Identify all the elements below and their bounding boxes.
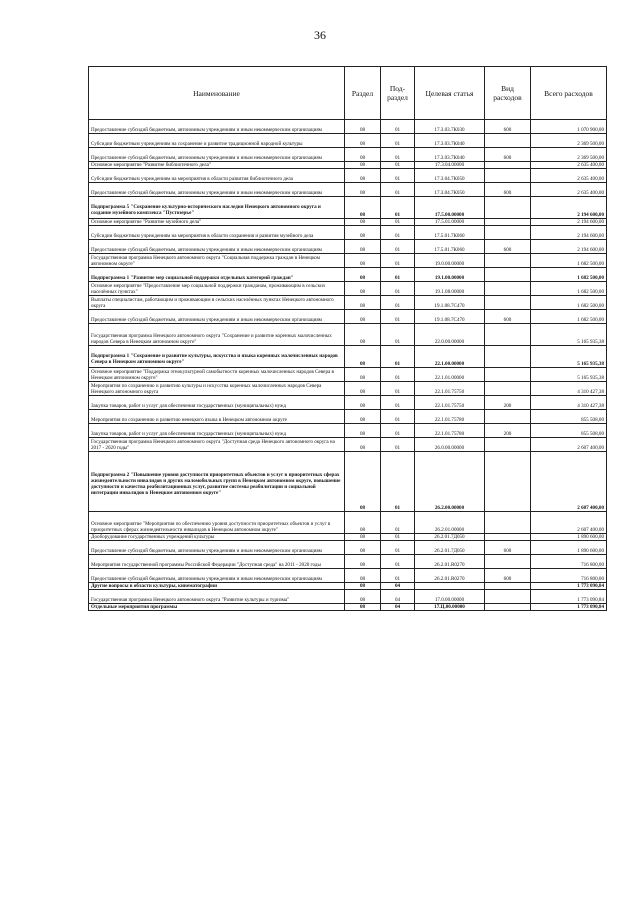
cell-total: 1 773 090,84 xyxy=(531,590,607,604)
cell-podrazdel: 01 xyxy=(381,120,415,134)
cell-razdel: 08 xyxy=(345,410,381,424)
cell-razdel: 08 xyxy=(345,346,381,368)
cell-name: Предоставление субсидий бюджетным, автономным учреждениям и иным некоммерческим организациям xyxy=(89,120,345,134)
cell-expense-type xyxy=(485,346,531,368)
cell-expense-type xyxy=(485,534,531,541)
cell-total: 716 800,00 xyxy=(531,569,607,583)
cell-podrazdel: 01 xyxy=(381,310,415,324)
cell-name: Предоставление субсидий бюджетным, автономным учреждениям и иным некоммерческим организациям xyxy=(89,240,345,254)
cell-target-article xyxy=(415,583,485,590)
table-row xyxy=(89,134,607,148)
cell-target-article: 17.Ц.00.00000 xyxy=(415,604,485,611)
cell-target-article: 26.0.00.00000 xyxy=(415,438,485,452)
cell-total: 2 607 400,00 xyxy=(531,512,607,534)
table-row xyxy=(89,604,607,611)
cell-name: Субсидии бюджетным учреждениям на сохранение и развитие традиционной народной культуры xyxy=(89,134,345,148)
expenditure-table xyxy=(88,66,607,611)
cell-expense-type xyxy=(485,590,531,604)
cell-razdel: 08 xyxy=(345,604,381,611)
cell-expense-type: 600 xyxy=(485,183,531,197)
cell-target-article: 17.5.01.00000 xyxy=(415,219,485,226)
cell-name: Предоставление субсидий бюджетным, автономным учреждениям и иным некоммерческим организациям xyxy=(89,183,345,197)
cell-target-article: 26.2.01.7Д050 xyxy=(415,541,485,555)
cell-podrazdel: 01 xyxy=(381,382,415,396)
cell-name: Предоставление субсидий бюджетным, автономным учреждениям и иным некоммерческим организациям xyxy=(89,541,345,555)
cell-total: 2 635 400,00 xyxy=(531,169,607,183)
table-row xyxy=(89,396,607,410)
table-row xyxy=(89,368,607,382)
cell-target-article: 17.3.04.7К050 xyxy=(415,183,485,197)
table-row xyxy=(89,240,607,254)
cell-target-article: 22.1.01.75750 xyxy=(415,382,485,396)
cell-expense-type xyxy=(485,382,531,396)
cell-name: Основное мероприятие "Развитие библиотечного дела" xyxy=(89,162,345,169)
cell-razdel: 08 xyxy=(345,555,381,569)
cell-podrazdel: 01 xyxy=(381,169,415,183)
cell-podrazdel: 01 xyxy=(381,555,415,569)
cell-podrazdel: 01 xyxy=(381,134,415,148)
cell-total: 4 310 427,38 xyxy=(531,396,607,410)
cell-razdel: 08 xyxy=(345,219,381,226)
cell-expense-type xyxy=(485,197,531,219)
table-row xyxy=(89,590,607,604)
cell-razdel: 08 xyxy=(345,396,381,410)
table-row xyxy=(89,169,607,183)
table-row xyxy=(89,382,607,396)
cell-total: 2 194 600,00 xyxy=(531,226,607,240)
cell-podrazdel: 01 xyxy=(381,346,415,368)
table-row xyxy=(89,296,607,310)
cell-total: 2 194 600,00 xyxy=(531,240,607,254)
table-row xyxy=(89,410,607,424)
cell-total: 2 369 500,00 xyxy=(531,148,607,162)
cell-target-article: 17.3.03.7К030 xyxy=(415,120,485,134)
cell-expense-type xyxy=(485,368,531,382)
cell-podrazdel: 01 xyxy=(381,282,415,296)
cell-total: 1 682 500,00 xyxy=(531,268,607,282)
cell-name: Государственная программа Ненецкого автономного округа "Социальная поддержка граждан в Ненецком автономном округе" xyxy=(89,254,345,268)
cell-target-article: 22.1.00.00000 xyxy=(415,346,485,368)
cell-podrazdel: 01 xyxy=(381,254,415,268)
cell-target-article: 26.2.00.00000 xyxy=(415,452,485,512)
cell-razdel: 08 xyxy=(345,310,381,324)
table-row xyxy=(89,254,607,268)
cell-name: Государственная программа Ненецкого автономного округа "Развитие культуры и туризма" xyxy=(89,590,345,604)
cell-razdel: 08 xyxy=(345,183,381,197)
cell-name: Государственная программа Ненецкого автономного округа "Доступная среда Ненецкого автономного округа на 2017 - 2020 годы" xyxy=(89,438,345,452)
cell-razdel: 08 xyxy=(345,512,381,534)
table-row xyxy=(89,555,607,569)
cell-podrazdel: 01 xyxy=(381,183,415,197)
cell-razdel: 08 xyxy=(345,438,381,452)
cell-target-article: 22.0.00.00000 xyxy=(415,324,485,346)
cell-target-article: 19.0.00.00000 xyxy=(415,254,485,268)
cell-podrazdel: 01 xyxy=(381,240,415,254)
cell-target-article: 17.5.00.00000 xyxy=(415,197,485,219)
cell-total: 1 070 900,00 xyxy=(531,120,607,134)
cell-razdel: 08 xyxy=(345,134,381,148)
cell-name: Основное мероприятие "Развитие музейного дела" xyxy=(89,219,345,226)
table-row xyxy=(89,268,607,282)
cell-razdel: 08 xyxy=(345,282,381,296)
cell-total: 5 165 935,38 xyxy=(531,368,607,382)
cell-total: 2 194 600,00 xyxy=(531,219,607,226)
cell-name: Государственная программа Ненецкого автономного округа "Сохранение и развитие коренных малочисленных народов Севера в Ненецком автономном округе" xyxy=(89,324,345,346)
cell-total: 1 773 090,84 xyxy=(531,583,607,590)
cell-razdel: 08 xyxy=(345,254,381,268)
cell-target-article: 22.1.01.75780 xyxy=(415,424,485,438)
cell-podrazdel: 01 xyxy=(381,368,415,382)
cell-name: Мероприятия государственной программы Российской Федерации "Доступная среда" на 2011 - 2020 годы xyxy=(89,555,345,569)
cell-podrazdel: 01 xyxy=(381,512,415,534)
cell-total: 1 773 090,84 xyxy=(531,604,607,611)
table-row xyxy=(89,541,607,555)
cell-expense-type xyxy=(485,512,531,534)
cell-expense-type xyxy=(485,410,531,424)
table-row xyxy=(89,219,607,226)
cell-razdel: 08 xyxy=(345,534,381,541)
cell-expense-type xyxy=(485,604,531,611)
cell-total: 5 165 935,38 xyxy=(531,346,607,368)
cell-expense-type xyxy=(485,268,531,282)
cell-razdel: 08 xyxy=(345,424,381,438)
table-row xyxy=(89,226,607,240)
table-row xyxy=(89,438,607,452)
cell-total: 1 890 600,00 xyxy=(531,541,607,555)
table-row xyxy=(89,197,607,219)
cell-podrazdel: 01 xyxy=(381,296,415,310)
cell-name: Другие вопросы в области культуры, кинематографии xyxy=(89,583,345,590)
cell-razdel: 08 xyxy=(345,382,381,396)
cell-name: Основное мероприятие "Предоставление мер социальной поддержки гражданам, проживающим в сельских населённых пунктах" xyxy=(89,282,345,296)
header-razdel: Раздел xyxy=(345,67,381,120)
header-total: Всего расходов xyxy=(531,67,607,120)
cell-expense-type xyxy=(485,219,531,226)
cell-name: Закупка товаров, работ и услуг для обеспечения государственных (муниципальных) нужд xyxy=(89,424,345,438)
cell-podrazdel: 04 xyxy=(381,583,415,590)
cell-expense-type: 600 xyxy=(485,541,531,555)
cell-target-article: 26.2.01.R0270 xyxy=(415,569,485,583)
table-row xyxy=(89,569,607,583)
cell-podrazdel: 01 xyxy=(381,541,415,555)
cell-razdel: 08 xyxy=(345,296,381,310)
cell-name: Подпрограмма 5 "Сохранение культурно-исторического наследия Ненецкого автономного округа и создание музейного комплекса "Пустозерье" xyxy=(89,197,345,219)
cell-target-article: 17.5.01.7К060 xyxy=(415,226,485,240)
cell-total: 5 165 935,38 xyxy=(531,324,607,346)
header-podrazdel: Под-раздел xyxy=(381,67,415,120)
cell-expense-type: 600 xyxy=(485,120,531,134)
cell-total: 716 800,00 xyxy=(531,555,607,569)
page-number: 36 xyxy=(314,28,326,42)
cell-podrazdel: 01 xyxy=(381,226,415,240)
table-row xyxy=(89,452,607,512)
cell-podrazdel: 01 xyxy=(381,410,415,424)
cell-expense-type: 600 xyxy=(485,310,531,324)
cell-expense-type xyxy=(485,134,531,148)
cell-expense-type xyxy=(485,583,531,590)
cell-razdel: 08 xyxy=(345,590,381,604)
table-row xyxy=(89,120,607,134)
cell-expense-type: 600 xyxy=(485,240,531,254)
cell-expense-type: 200 xyxy=(485,424,531,438)
table-row xyxy=(89,424,607,438)
cell-total: 2 607 400,00 xyxy=(531,452,607,512)
table-header-row xyxy=(89,67,607,120)
cell-razdel: 08 xyxy=(345,169,381,183)
cell-podrazdel: 04 xyxy=(381,604,415,611)
cell-expense-type xyxy=(485,162,531,169)
cell-podrazdel: 04 xyxy=(381,590,415,604)
cell-name: Субсидии бюджетным учреждениям на мероприятия в области сохранения и развития музейного дела xyxy=(89,226,345,240)
cell-razdel: 08 xyxy=(345,368,381,382)
cell-expense-type: 600 xyxy=(485,148,531,162)
cell-name: Дооборудование государственных учреждений культуры xyxy=(89,534,345,541)
cell-razdel: 08 xyxy=(345,148,381,162)
cell-target-article: 22.1.01.75750 xyxy=(415,396,485,410)
cell-target-article: 19.1.00.00000 xyxy=(415,268,485,282)
cell-target-article: 19.1.08.7С470 xyxy=(415,296,485,310)
cell-expense-type xyxy=(485,555,531,569)
cell-target-article: 17.0.00.00000 xyxy=(415,590,485,604)
cell-podrazdel: 01 xyxy=(381,569,415,583)
cell-name: Подпрограмма 1 "Развитие мер социальной поддержки отдельных категорий граждан" xyxy=(89,268,345,282)
cell-target-article: 17.3.04.7К050 xyxy=(415,169,485,183)
cell-razdel: 08 xyxy=(345,452,381,512)
cell-razdel: 08 xyxy=(345,569,381,583)
cell-expense-type xyxy=(485,452,531,512)
cell-podrazdel: 01 xyxy=(381,268,415,282)
table-body xyxy=(89,120,607,611)
table-row xyxy=(89,512,607,534)
cell-razdel: 08 xyxy=(345,268,381,282)
cell-name: Субсидии бюджетным учреждениям на мероприятия в области развития библиотечного дела xyxy=(89,169,345,183)
cell-target-article: 17.5.01.7К060 xyxy=(415,240,485,254)
cell-podrazdel: 01 xyxy=(381,219,415,226)
cell-podrazdel: 01 xyxy=(381,424,415,438)
cell-total: 2 194 600,00 xyxy=(531,197,607,219)
cell-expense-type xyxy=(485,324,531,346)
cell-podrazdel: 01 xyxy=(381,396,415,410)
cell-name: Предоставление субсидий бюджетным, автономным учреждениям и иным некоммерческим организациям xyxy=(89,310,345,324)
cell-target-article: 26.2.01.00000 xyxy=(415,512,485,534)
cell-target-article: 19.1.08.00000 xyxy=(415,282,485,296)
cell-target-article: 22.1.01.00000 xyxy=(415,368,485,382)
cell-total: 1 682 500,00 xyxy=(531,254,607,268)
cell-expense-type: 600 xyxy=(485,569,531,583)
cell-name: Выплаты специалистам, работающим и проживающим в сельских населённых пунктах Ненецкого автономного округа xyxy=(89,296,345,310)
cell-razdel: 08 xyxy=(345,120,381,134)
cell-podrazdel: 01 xyxy=(381,148,415,162)
cell-razdel: 08 xyxy=(345,240,381,254)
cell-expense-type xyxy=(485,169,531,183)
cell-total: 855 508,00 xyxy=(531,424,607,438)
cell-total: 1 682 500,00 xyxy=(531,282,607,296)
cell-total: 4 310 427,38 xyxy=(531,382,607,396)
cell-total: 2 607 400,00 xyxy=(531,438,607,452)
table-row xyxy=(89,534,607,541)
cell-target-article: 26.2.01.R0270 xyxy=(415,555,485,569)
cell-total: 1 682 500,00 xyxy=(531,310,607,324)
table-row xyxy=(89,324,607,346)
cell-razdel: 08 xyxy=(345,541,381,555)
cell-razdel: 08 xyxy=(345,162,381,169)
table-row xyxy=(89,583,607,590)
cell-total: 2 369 500,00 xyxy=(531,134,607,148)
table-row xyxy=(89,346,607,368)
cell-name: Мероприятия по сохранению и развитию культуры и искусства коренных малочисленных народов Севера Ненецкого автономного округа xyxy=(89,382,345,396)
cell-target-article: 17.3.04.00000 xyxy=(415,162,485,169)
table-row xyxy=(89,183,607,197)
cell-name: Подпрограмма 1 "Сохранение и развитие культуры, искусства и языка коренных малочисленных народов Севера в Ненецком автономном округе" xyxy=(89,346,345,368)
cell-name: Основное мероприятие "Мероприятия по обеспечению уровня доступности приоритетных объектов и услуг в приоритетных сферах жизнедеятельности инвалидов в Ненецком автономном округе" xyxy=(89,512,345,534)
cell-podrazdel: 01 xyxy=(381,162,415,169)
cell-name: Предоставление субсидий бюджетным, автономным учреждениям и иным некоммерческим организациям xyxy=(89,569,345,583)
header-name: Наименование xyxy=(89,67,345,120)
cell-total: 855 508,00 xyxy=(531,410,607,424)
cell-podrazdel: 01 xyxy=(381,197,415,219)
cell-target-article: 22.1.01.75780 xyxy=(415,410,485,424)
cell-target-article: 26.2.01.7Д050 xyxy=(415,534,485,541)
cell-target-article: 17.3.03.7К040 xyxy=(415,134,485,148)
cell-podrazdel: 01 xyxy=(381,438,415,452)
cell-name: Мероприятия по сохранению и развитию ненецкого языка в Ненецком автономном округе xyxy=(89,410,345,424)
cell-razdel: 08 xyxy=(345,226,381,240)
cell-podrazdel: 01 xyxy=(381,324,415,346)
cell-razdel: 08 xyxy=(345,324,381,346)
header-target-article: Целевая статья xyxy=(415,67,485,120)
cell-expense-type xyxy=(485,254,531,268)
table-row xyxy=(89,148,607,162)
cell-razdel: 08 xyxy=(345,197,381,219)
cell-name: Подпрограмма 2 "Повышение уровня доступности приоритетных объектов и услуг в приоритетных сферах жизнедеятельности инвалидов и других маломобильных групп в Ненецком автономном округе, повышение доступности и качества реабилитационных услуг, развитие системы реабилитации и социальной интеграции инвалидов в Ненецком автономном округе" xyxy=(89,452,345,512)
table-row xyxy=(89,162,607,169)
header-expense-type: Вид расходов xyxy=(485,67,531,120)
cell-name: Закупка товаров, работ и услуг для обеспечения государственных (муниципальных) нужд xyxy=(89,396,345,410)
cell-expense-type xyxy=(485,438,531,452)
cell-expense-type: 200 xyxy=(485,396,531,410)
cell-expense-type xyxy=(485,226,531,240)
cell-expense-type xyxy=(485,296,531,310)
cell-name: Основное мероприятие "Поддержка этнокультурной самобытности коренных малочисленных народов Севера в Ненецком автономном округе" xyxy=(89,368,345,382)
cell-total: 1 682 500,00 xyxy=(531,296,607,310)
cell-expense-type xyxy=(485,282,531,296)
cell-total: 2 635 400,00 xyxy=(531,183,607,197)
cell-podrazdel: 01 xyxy=(381,534,415,541)
cell-name: Предоставление субсидий бюджетным, автономным учреждениям и иным некоммерческим организациям xyxy=(89,148,345,162)
cell-target-article: 19.1.08.7С470 xyxy=(415,310,485,324)
table-row xyxy=(89,310,607,324)
table-row xyxy=(89,282,607,296)
cell-name: Отдельные мероприятия программы xyxy=(89,604,345,611)
cell-target-article: 17.3.03.7К040 xyxy=(415,148,485,162)
cell-razdel: 08 xyxy=(345,583,381,590)
cell-podrazdel: 01 xyxy=(381,452,415,512)
cell-total: 2 635 400,00 xyxy=(531,162,607,169)
cell-total: 1 890 600,00 xyxy=(531,534,607,541)
